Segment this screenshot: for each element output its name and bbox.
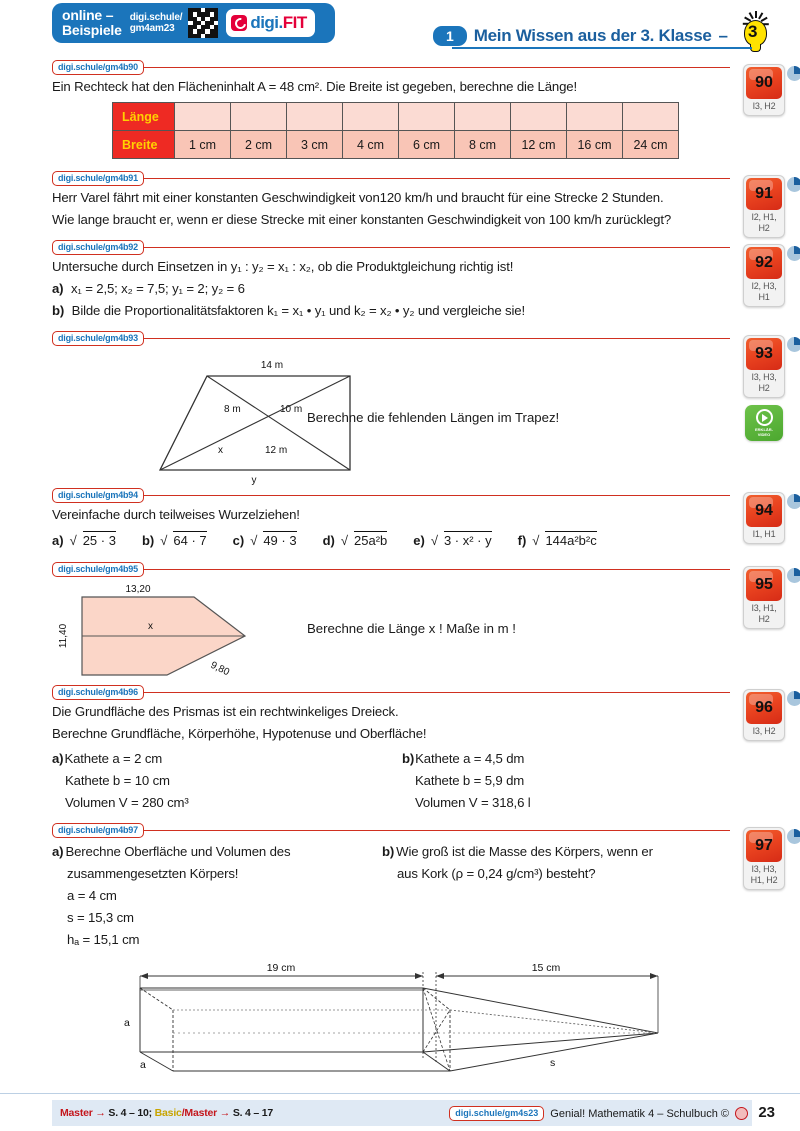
table-cell[interactable] — [623, 103, 679, 131]
figure-label-slant: 9,80 — [208, 659, 232, 679]
figure-label-x: x — [148, 621, 153, 632]
exercise-92-tagline — [52, 240, 730, 254]
figure-label-top: 13,20 — [125, 584, 151, 595]
exercise-92-intro: Untersuche durch Einsetzen in y₁ : y₂ = x₁ : x₂, ob die Produktgleichung richtig ist! — [52, 259, 514, 274]
table-cell[interactable] — [455, 103, 511, 131]
radical-sign-icon: √ — [250, 533, 258, 548]
radical-item — [233, 531, 297, 548]
exercise-90-badge — [740, 64, 788, 116]
radical-item — [52, 531, 116, 548]
item-label: d) — [322, 533, 335, 548]
table-cell: 3 cm — [287, 131, 343, 159]
digifit-wordmark: digi.FIT — [250, 13, 307, 32]
item-b-line: aus Kork (ρ = 0,24 g/cm³) besteht? — [397, 866, 596, 881]
figure-label-upper-left: 8 m — [224, 404, 241, 415]
item-a-line: a = 4 cm — [67, 888, 117, 903]
competency-label: I2, H3, H1 — [751, 281, 777, 302]
exercise-95 — [0, 562, 800, 683]
footer-references: Master → S. 4 – 10; Basic/Master → S. 4 – 17 — [60, 1107, 274, 1119]
exercise-97-col-b — [382, 840, 653, 952]
exercise-96-line1: Die Grundfläche des Prismas ist ein rechtwinkeliges Dreieck. — [52, 704, 399, 719]
page-body — [0, 60, 800, 1078]
lightbulb-icon — [735, 14, 775, 58]
item-label-b: b) — [382, 844, 395, 859]
exercise-91 — [0, 171, 800, 233]
exercise-97 — [0, 823, 800, 952]
radical-sign-icon: √ — [340, 533, 348, 548]
arrow-figure-wrap — [52, 579, 730, 683]
exercise-94 — [0, 488, 800, 548]
exercise-97-badge — [740, 827, 788, 890]
pie-chart-icon — [787, 494, 800, 509]
item-label-b: b) — [402, 751, 415, 766]
exercise-93-tagline — [52, 331, 730, 345]
video-label: ERKLÄR- VIDEO — [755, 427, 773, 437]
item-a-text-1: Kathete a = 2 cm — [64, 751, 163, 766]
figure-label-a-lower: a — [140, 1059, 146, 1071]
table-cell: 12 cm — [511, 131, 567, 159]
item-a-text-1: Berechne Oberfläche und Volumen des — [65, 844, 291, 859]
arrow-icon: → — [217, 1107, 233, 1119]
item-a-line: Kathete b = 10 cm — [65, 773, 170, 788]
exercise-92 — [0, 240, 800, 321]
figure-label-a-upper: a — [124, 1017, 130, 1029]
radical-sign-icon: √ — [430, 533, 438, 548]
digifit-mark-icon — [231, 15, 247, 31]
item-b-line — [382, 842, 653, 862]
exercise-number-96: 96 — [746, 692, 782, 724]
exercise-90 — [0, 60, 800, 159]
item-b-text-1: Kathete a = 4,5 dm — [415, 751, 525, 766]
competency-label: I3, H1, H2 — [751, 603, 777, 624]
exercise-93-badge — [740, 335, 788, 441]
table-cell: 1 cm — [175, 131, 231, 159]
competency-label: I3, H3, H2 — [751, 372, 777, 393]
page-header — [0, 0, 800, 58]
exercise-95-badge — [740, 566, 788, 629]
figure-label-lower-left: x — [218, 445, 223, 456]
competency-label: I2, H1, H2 — [751, 212, 777, 233]
exercise-96-col-b — [402, 747, 531, 815]
exercise-94-tag[interactable]: digi.schule/gm4b94 — [52, 488, 144, 503]
item-label: f) — [517, 533, 527, 548]
footer-tag[interactable]: digi.schule/gm4s23 — [449, 1106, 544, 1121]
exercise-92-item-a — [52, 279, 730, 299]
exercise-90-text: Ein Rechteck hat den Flächeninhalt A = 48 cm². Die Breite ist gegeben, berechne die Länge! — [52, 79, 577, 94]
exercise-90-table — [112, 102, 679, 159]
digifit-logo[interactable] — [226, 9, 314, 37]
exercise-91-tagline — [52, 171, 730, 185]
pie-chart-icon — [787, 691, 800, 706]
exercise-96-badge — [740, 689, 788, 741]
publisher-logo-icon — [735, 1107, 748, 1120]
table-cell: 8 cm — [455, 131, 511, 159]
radical-sign-icon: √ — [69, 533, 77, 548]
item-label-a: a) — [52, 751, 64, 766]
basic-ref: S. 4 – 17 — [232, 1107, 274, 1119]
item-b-text-1: Wie groß ist die Masse des Körpers, wenn er — [396, 844, 653, 859]
exercise-93-prompt: Berechne die fehlenden Längen im Trapez! — [307, 410, 560, 425]
radicand: 25 · 3 — [82, 533, 116, 548]
item-label: c) — [232, 533, 245, 548]
radical-item — [413, 531, 491, 548]
exercise-93-tag[interactable]: digi.schule/gm4b93 — [52, 331, 144, 346]
competency-label: I3, H2 — [752, 726, 776, 736]
item-a-line: Volumen V = 280 cm³ — [65, 795, 189, 810]
table-row — [113, 103, 679, 131]
radicand: 144a²b²c — [545, 533, 597, 548]
exercise-97-tag[interactable]: digi.schule/gm4b97 — [52, 823, 144, 838]
item-text-b: Bilde die Proportionalitätsfaktoren k₁ = x₁ • y₁ und k₂ = x₂ • y₂ und vergleiche sie! — [71, 303, 525, 318]
item-a-line: zusammengesetzten Körpers! — [67, 866, 239, 881]
exercise-94-badge — [740, 492, 788, 544]
radicand: 3 · x² · y — [443, 533, 492, 548]
footer-copyright-block — [449, 1106, 748, 1121]
footer-copyright: Genial! Mathematik 4 – Schulbuch © — [550, 1107, 729, 1120]
exercise-90-tagline — [52, 60, 730, 74]
exercise-96 — [0, 685, 800, 815]
exercise-93 — [0, 331, 800, 486]
exercise-number-93: 93 — [746, 338, 782, 370]
exercise-95-tagline — [52, 562, 730, 576]
figure-label-19cm: 19 cm — [266, 962, 296, 974]
item-label: e) — [413, 533, 425, 548]
exercise-number-91: 91 — [746, 178, 782, 210]
exercise-91-badge — [740, 175, 788, 238]
radicand: 64 · 7 — [173, 533, 207, 548]
table-cell[interactable] — [175, 103, 231, 131]
radical-sign-icon: √ — [532, 533, 540, 548]
table-cell[interactable] — [343, 103, 399, 131]
pie-chart-icon — [787, 177, 800, 192]
basic-master-label: Master — [184, 1107, 218, 1119]
exercise-97-tagline — [52, 823, 730, 837]
digi-schule-code: digi.schule/ gm4am23 — [129, 12, 183, 34]
item-text-a: x₁ = 2,5; x₂ = 7,5; y₁ = 2; y₂ = 6 — [70, 281, 245, 296]
online-examples-badge[interactable] — [52, 3, 335, 43]
figure-label-bottom: y — [251, 475, 257, 485]
table-header-breite: Breite — [113, 131, 175, 159]
dash-separator: – — [718, 26, 728, 45]
radical-item — [323, 531, 388, 548]
page-footer — [0, 1093, 800, 1131]
exercise-number-90: 90 — [746, 67, 782, 99]
play-icon — [756, 409, 773, 426]
table-cell[interactable] — [511, 103, 567, 131]
item-a-line: hₐ = 15,1 cm — [67, 932, 140, 947]
table-cell: 16 cm — [567, 131, 623, 159]
qr-code-icon[interactable] — [188, 8, 218, 38]
table-cell[interactable] — [231, 103, 287, 131]
radical-item — [518, 531, 597, 548]
exercise-number-97: 97 — [746, 830, 782, 862]
exercise-96-line2: Berechne Grundfläche, Körperhöhe, Hypotenuse und Oberfläche! — [52, 726, 427, 741]
table-cell: 2 cm — [231, 131, 287, 159]
item-label-a: a) — [52, 281, 64, 296]
exercise-number-95: 95 — [746, 569, 782, 601]
pie-chart-icon — [787, 246, 800, 261]
exercise-92-tag[interactable]: digi.schule/gm4b92 — [52, 240, 144, 255]
pie-chart-icon — [787, 337, 800, 352]
exercise-94-tagline — [52, 488, 730, 502]
basic-label: Basic — [154, 1107, 182, 1119]
exercise-number-94: 94 — [746, 495, 782, 527]
figure-label-upper-right: 10 m — [280, 404, 303, 415]
table-cell[interactable] — [399, 103, 455, 131]
exercise-96-columns — [52, 747, 730, 815]
exercise-96-tagline — [52, 685, 730, 699]
chapter-number: 1 — [433, 26, 467, 46]
figure-label-lower-right: 12 m — [265, 445, 288, 456]
item-a-line — [52, 842, 382, 862]
exercise-95-prompt: Berechne die Länge x ! Maße in m ! — [307, 621, 516, 636]
item-label-b: b) — [52, 303, 65, 318]
composite-solid-figure-wrap — [0, 958, 800, 1078]
exercise-94-items — [52, 531, 730, 548]
competency-label: I3, H3, H1, H2 — [750, 864, 778, 885]
radical-item — [142, 531, 207, 548]
page-number: 23 — [758, 1104, 775, 1121]
item-b-line: Volumen V = 318,6 l — [415, 795, 531, 810]
radicand: 49 · 3 — [263, 533, 297, 548]
composite-solid-figure — [118, 958, 678, 1073]
exercise-number-92: 92 — [746, 247, 782, 279]
competency-label: I1, H1 — [752, 529, 776, 539]
item-b-line — [402, 749, 531, 769]
arrow-icon: → — [92, 1107, 109, 1119]
pie-chart-icon — [787, 568, 800, 583]
item-label: b) — [141, 533, 155, 548]
table-cell: 4 cm — [343, 131, 399, 159]
table-row — [113, 131, 679, 159]
radicand: 25a²b — [354, 533, 388, 548]
lightbulb-number: 3 — [748, 22, 758, 41]
item-b-line: Kathete b = 5,9 dm — [415, 773, 525, 788]
pie-chart-icon — [787, 66, 800, 81]
chapter-title: Mein Wissen aus der 3. Klasse — [473, 26, 712, 45]
figure-label-left: 11,40 — [58, 623, 69, 649]
exercise-91-line2: Wie lange braucht er, wenn er diese Strecke mit einer konstanten Geschwindigkeit von 100 km/h zurücklegt? — [52, 212, 672, 227]
item-a-line — [52, 749, 402, 769]
exercise-95-tag[interactable]: digi.schule/gm4b95 — [52, 562, 144, 577]
figure-label-15cm: 15 cm — [531, 962, 561, 974]
chapter-heading — [433, 14, 775, 58]
figure-label-top: 14 m — [260, 360, 284, 371]
pentagon-figure — [42, 583, 272, 683]
table-cell: 24 cm — [623, 131, 679, 159]
figure-label-s: s — [550, 1057, 556, 1069]
header-divider — [452, 47, 752, 49]
online-examples-label: online – Beispiele — [62, 7, 122, 38]
exercise-91-line1: Herr Varel fährt mit einer konstanten Geschwindigkeit von120 km/h und braucht für eine Strecke 2 Stunden. — [52, 190, 664, 205]
master-ref: S. 4 – 10; — [108, 1107, 152, 1119]
explainer-video-button[interactable] — [745, 405, 783, 441]
exercise-97-columns — [52, 840, 730, 952]
table-header-laenge: Länge — [113, 103, 175, 131]
exercise-96-tag[interactable]: digi.schule/gm4b96 — [52, 685, 144, 700]
exercise-92-badge — [740, 244, 788, 307]
radical-sign-icon: √ — [160, 533, 168, 548]
table-cell[interactable] — [287, 103, 343, 131]
master-label: Master — [60, 1107, 93, 1119]
item-label-a: a) — [52, 844, 64, 859]
exercise-92-item-b — [52, 301, 730, 321]
item-label: a) — [52, 533, 64, 548]
item-a-line: s = 15,3 cm — [67, 910, 134, 925]
exercise-96-col-a — [52, 747, 402, 815]
table-cell[interactable] — [567, 103, 623, 131]
competency-label: I3, H2 — [752, 101, 776, 111]
trapezoid-figure-wrap — [52, 348, 730, 486]
exercise-94-intro: Vereinfache durch teilweises Wurzelziehen! — [52, 507, 300, 522]
exercise-97-col-a — [52, 840, 382, 952]
exercise-91-tag[interactable]: digi.schule/gm4b91 — [52, 171, 144, 186]
pie-chart-icon — [787, 829, 800, 844]
table-cell: 6 cm — [399, 131, 455, 159]
exercise-90-tag[interactable]: digi.schule/gm4b90 — [52, 60, 144, 75]
